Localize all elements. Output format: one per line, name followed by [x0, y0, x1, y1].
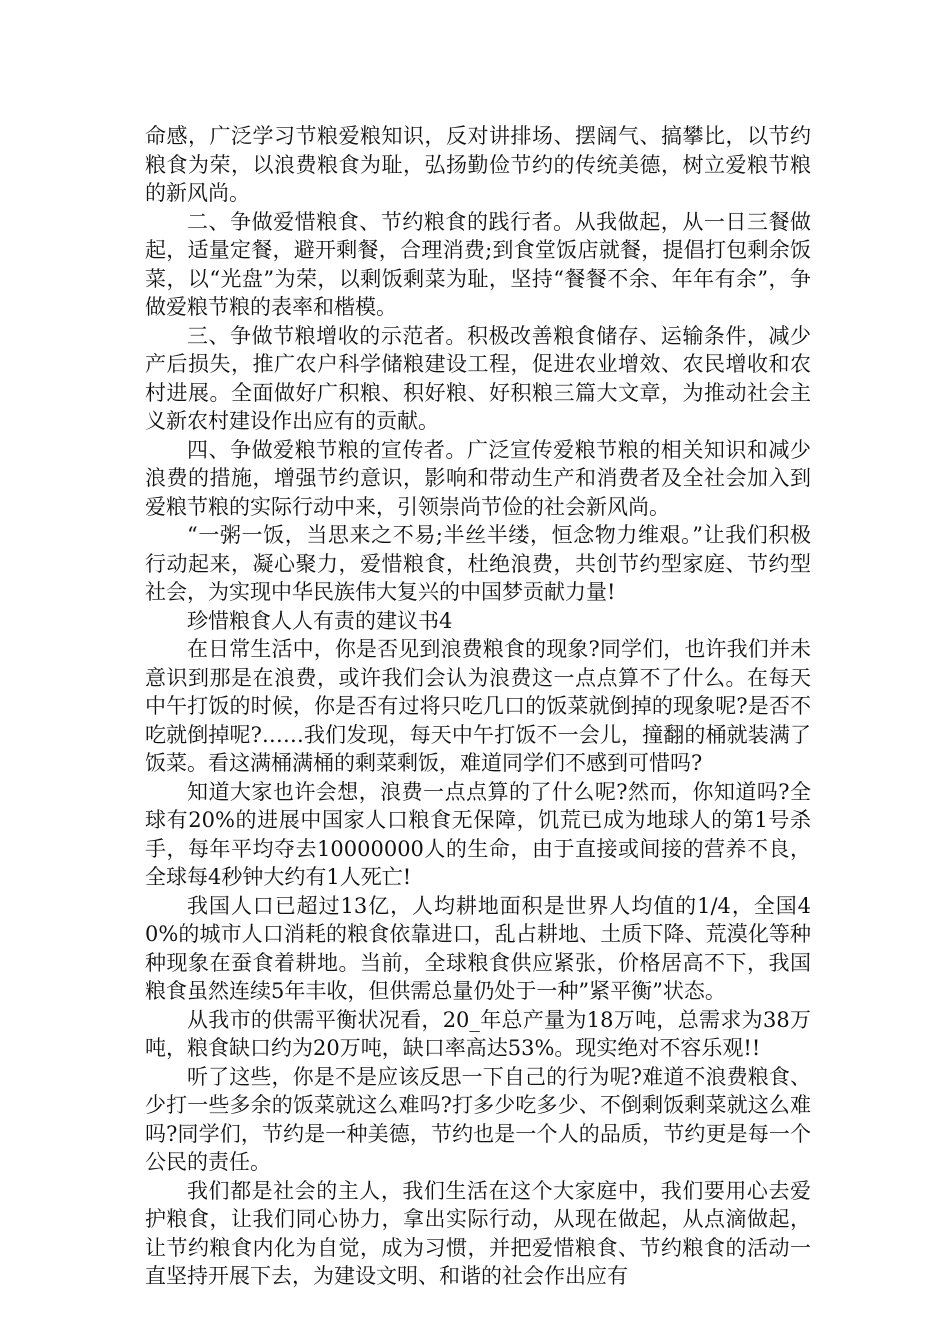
paragraph-4: 四、争做爱粮节粮的宣传者。广泛宣传爱粮节粮的相关知识和减少浪费的措施，增强节约意识，影响和带动生产和消费者及全社会加入到爱粮节粮的实际行动中来，引领崇尚节俭的社会新风尚。: [145, 437, 811, 519]
paragraph-8: 我国人口已超过13亿，人均耕地面积是世界人均值的1/4，全国40%的城市人口消耗的粮食依靠进口，乱占耕地、土质下降、荒漠化等种种现象在蚕食着耕地。当前，全球粮食供应紧张，价格居高不下，我国粮食虽然连续5年丰收，但供需总量仍处于一种”紧平衡”状态。: [145, 893, 811, 1003]
paragraph-9: 从我市的供需平衡状况看，20_年总产量为18万吨，总需求为38万吨，粮食缺口约为20万吨，缺口率高达53%。现实绝对不容乐观!!: [145, 1007, 811, 1060]
section-heading: 珍惜粮食人人有责的建议书4: [187, 608, 453, 633]
paragraph-7: 知道大家也许会想，浪费一点点算的了什么呢?然而，你知道吗?全球有20%的进展中国家人口粮食无保障，饥荒已成为地球人的第1号杀手，每年平均夺去10000000人的生命，由于直接或间接的营养不良，全球每4秒钟大约有1人死亡!: [145, 779, 811, 889]
paragraph-6: 在日常生活中，你是否见到浪费粮食的现象?同学们，也许我们并未意识到那是在浪费，或许我们会认为浪费这一点点算不了什么。在每天中午打饭的时候，你是否有过将只吃几口的饭菜就倒掉的现象呢?是否不吃就倒掉呢?……我们发现，每天中午打饭不一会儿，撞翻的桶就装满了饭菜。看这满桶满桶的剩菜剩饭，难道同学们不感到可惜吗?: [145, 637, 811, 775]
document-body: [145, 122, 811, 1291]
paragraph-11: 我们都是社会的主人，我们生活在这个大家庭中，我们要用心去爱护粮食，让我们同心协力，拿出实际行动，从现在做起，从点滴做起，让节约粮食内化为自觉，成为习惯，并把爱惜粮食、节约粮食的活动一直坚持开展下去，为建设文明、和谐的社会作出应有: [145, 1178, 811, 1288]
paragraph-10: 听了这些，你是不是应该反思一下自己的行为呢?难道不浪费粮食、少打一些多余的饭菜就这么难吗?打多少吃多少、不倒剩饭剩菜就这么难吗?同学们，节约是一种美德，节约也是一个人的品质，节约更是每一个公民的责任。: [145, 1064, 811, 1174]
paragraph-5: “一粥一饭，当思来之不易;半丝半缕，恒念物力维艰。”让我们积极行动起来，凝心聚力，爱惜粮食，杜绝浪费，共创节约型家庭、节约型社会，为实现中华民族伟大复兴的中国梦贡献力量!: [145, 523, 811, 604]
paragraph-2: 二、争做爱惜粮食、节约粮食的践行者。从我做起，从一日三餐做起，适量定餐，避开剩餐，合理消费;到食堂饭店就餐，提倡打包剩余饭菜，以“光盘”为荣，以剩饭剩菜为耻，坚持“餐餐不余、年年有余”，争做爱粮节粮的表率和楷模。: [145, 209, 811, 319]
paragraph-3: 三、争做节粮增收的示范者。积极改善粮食储存、运输条件，减少产后损失，推广农户科学储粮建设工程，促进农业增效、农民增收和农村进展。全面做好广积粮、积好粮、好积粮三篇大文章，为推动社会主义新农村建设作出应有的贡献。: [145, 323, 811, 433]
paragraph-1: 命感，广泛学习节粮爱粮知识，反对讲排场、摆阔气、搞攀比，以节约粮食为荣，以浪费粮食为耻，弘扬勤俭节约的传统美德，树立爱粮节粮的新风尚。: [145, 124, 811, 205]
